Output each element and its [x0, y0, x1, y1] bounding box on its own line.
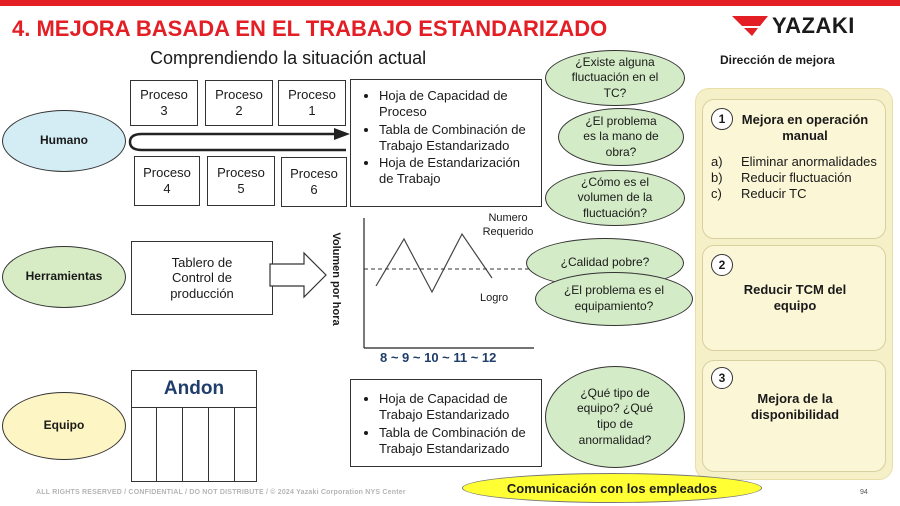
list-value: Reducir fluctuación — [741, 169, 852, 185]
question-text: ¿El problema es el equipamiento? — [563, 283, 665, 313]
category-humano-label: Humano — [40, 133, 88, 148]
process-box-3 — [130, 80, 198, 126]
category-equipo-label: Equipo — [43, 418, 85, 433]
tablero-box — [131, 241, 273, 315]
communication-text: Comunicación con los empleados — [506, 480, 718, 496]
card-title: Mejora en operación manual — [741, 112, 869, 144]
card-number-badge: 2 — [711, 254, 733, 276]
page-number: 94 — [860, 489, 868, 496]
list-key: a) — [711, 154, 723, 169]
card-1-list — [711, 154, 883, 202]
humano-document-item: • Hoja de Estandarización de Trabajo — [379, 155, 533, 187]
process-box-5 — [207, 156, 275, 206]
page-title: 4. MEJORA BASADA EN EL TRABAJO ESTANDARIZADO — [12, 16, 608, 41]
question-text: ¿El problema es la mano de obra? — [583, 113, 659, 159]
category-humano — [2, 110, 126, 172]
direction-card-3 — [702, 360, 886, 472]
top-accent-bar — [0, 0, 900, 6]
category-equipo — [2, 392, 126, 460]
process-label: Proceso 6 — [290, 166, 338, 197]
achievement-line — [376, 234, 492, 292]
question-text: ¿Calidad pobre? — [560, 255, 650, 270]
chart-x-axis-label: 8 ~ 9 ~ 10 ~ 11 ~ 12 — [380, 350, 497, 365]
logo-text: YAZAKI — [772, 13, 855, 38]
process-label: Proceso 1 — [288, 87, 336, 118]
process-flow-loop — [124, 124, 360, 160]
question-oval-equipo-tipo — [545, 366, 685, 468]
humano-document-item: • Tabla de Combinación de Trabajo Estandarizado — [379, 122, 533, 154]
chart-achievement-label: Logro — [480, 292, 509, 304]
equipo-documents-box — [350, 379, 542, 467]
question-oval-equipamiento — [535, 272, 693, 326]
list-key: b) — [711, 169, 723, 185]
direction-card-1 — [702, 99, 886, 239]
card-list-item — [711, 154, 883, 170]
yazaki-logo — [732, 12, 872, 38]
category-herramientas — [2, 246, 126, 308]
card-list-item — [711, 186, 883, 202]
chart-required-label: Numero Requerido — [482, 212, 534, 238]
logo-wing-icon — [732, 12, 772, 38]
card-number-badge: 1 — [711, 108, 733, 130]
process-label: Proceso 3 — [140, 87, 188, 118]
process-box-6 — [281, 157, 347, 207]
process-label: Proceso 2 — [215, 87, 263, 118]
communication-banner — [462, 473, 762, 503]
humano-document-item: • Hoja de Capacidad de Proceso — [379, 88, 533, 120]
card-title: Mejora de la disponibilidad — [750, 391, 840, 423]
section-subtitle: Comprendiendo la situación actual — [150, 48, 427, 68]
card-title: Reducir TCM del equipo — [743, 282, 847, 314]
andon-board — [131, 370, 257, 482]
card-number-badge: 3 — [711, 367, 733, 389]
question-oval-fluctuacion — [545, 170, 685, 226]
direction-heading: Dirección de mejora — [720, 53, 835, 67]
question-oval-tc — [545, 50, 685, 106]
question-text: ¿Existe alguna fluctuación en el TC? — [571, 54, 659, 100]
process-label: Proceso 4 — [143, 165, 191, 196]
list-key: c) — [711, 185, 722, 201]
humano-documents-box — [350, 79, 542, 207]
list-value: Reducir TC — [741, 185, 807, 201]
process-box-1 — [278, 80, 346, 126]
equipo-document-item: • Tabla de Combinación de Trabajo Estandarizado — [379, 425, 533, 457]
question-oval-mano-obra — [558, 108, 684, 166]
process-box-2 — [205, 80, 273, 126]
question-text: ¿Cómo es el volumen de la fluctuación? — [577, 174, 653, 220]
equipo-document-item: • Hoja de Capacidad de Trabajo Estandarizado — [379, 391, 533, 423]
right-arrow-icon — [268, 250, 330, 300]
andon-header — [132, 371, 256, 408]
tablero-label: Tablero de Control de producción — [170, 254, 234, 301]
chart-y-axis-text: Volumen por hora — [330, 232, 342, 326]
process-label: Proceso 5 — [217, 165, 265, 196]
question-text: ¿Qué tipo de equipo? ¿Qué tipo de anormalidad? — [576, 385, 654, 447]
andon-title: Andon — [163, 378, 225, 399]
direction-card-2 — [702, 245, 886, 351]
card-list-item — [711, 170, 883, 186]
list-value: Eliminar anormalidades — [741, 154, 877, 169]
footer-text: ALL RIGHTS RESERVED / CONFIDENTIAL / DO NOT DISTRIBUTE / © 2024 Yazaki Corporation NYS Center — [36, 489, 406, 496]
category-herramientas-label: Herramientas — [25, 269, 103, 284]
chart-y-axis-label — [323, 232, 349, 326]
process-box-4 — [134, 156, 200, 206]
